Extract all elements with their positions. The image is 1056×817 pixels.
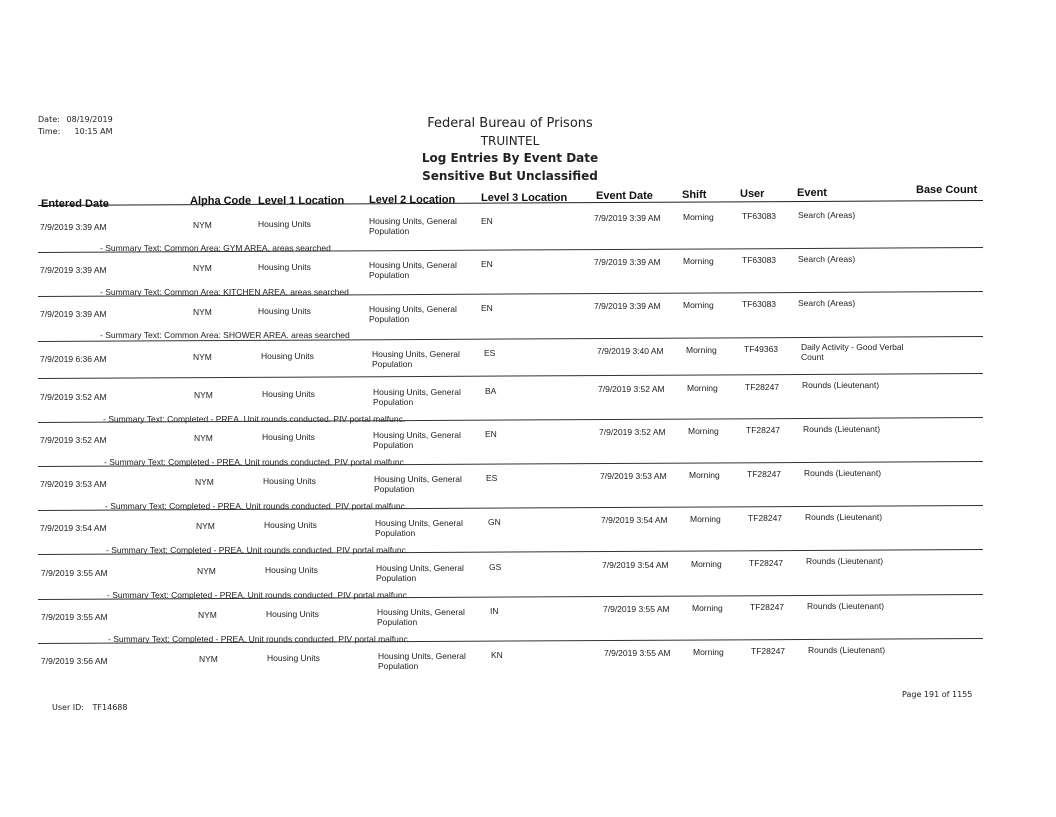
shift: Morning	[692, 603, 723, 613]
entered-date: 7/9/2019 3:53 AM	[40, 479, 107, 489]
shift: Morning	[686, 345, 717, 355]
user-id: TF28247	[750, 602, 785, 612]
summary-label: - Summary Text:	[105, 501, 167, 511]
summary-value: Completed - PREA. Unit rounds conducted. PIV portal malfunc.	[167, 414, 406, 424]
system-title: TRUINTEL	[480, 134, 540, 148]
event-date: 7/9/2019 3:39 AM	[594, 301, 661, 311]
entered-date: 7/9/2019 3:55 AM	[41, 568, 108, 578]
col-header-level1-location: Level 1 Location	[258, 195, 345, 207]
alpha-code: NYM	[193, 263, 212, 273]
alpha-code: NYM	[198, 610, 217, 620]
summary-value: Common Area: SHOWER AREA. areas searched	[164, 330, 350, 340]
entered-date: 7/9/2019 3:39 AM	[40, 265, 107, 275]
level1-location: Housing Units	[261, 351, 314, 361]
shift: Morning	[689, 470, 720, 480]
level2-location: Housing Units, General Population	[369, 216, 457, 236]
shift: Morning	[683, 256, 714, 266]
alpha-code: NYM	[194, 390, 213, 400]
entered-date: 7/9/2019 3:39 AM	[40, 309, 107, 319]
entered-date: 7/9/2019 3:52 AM	[40, 392, 107, 402]
level2-location: Housing Units, General Population	[375, 518, 463, 538]
event-type: Rounds (Lieutenant)	[803, 424, 881, 434]
event-type: Rounds (Lieutenant)	[806, 556, 884, 566]
level2-location: Housing Units, General Population	[373, 387, 461, 407]
event-date: 7/9/2019 3:52 AM	[599, 427, 666, 437]
level3-location: EN	[485, 429, 497, 439]
footer-user-id	[52, 703, 127, 712]
log-entry-row	[0, 640, 1000, 700]
user-id-label: User ID:	[52, 703, 84, 712]
level1-location: Housing Units	[262, 389, 315, 399]
user-id: TF63083	[742, 255, 777, 265]
report-title: Log Entries By Event Date	[421, 151, 599, 165]
level2-location: Housing Units, General Population	[369, 260, 457, 280]
user-id: TF28247	[747, 469, 782, 479]
event-date: 7/9/2019 3:40 AM	[597, 346, 664, 356]
date-label: Date:	[38, 115, 60, 124]
col-header-event: Event	[797, 187, 827, 199]
alpha-code: NYM	[197, 566, 216, 576]
entered-date: 7/9/2019 6:36 AM	[40, 354, 107, 364]
shift: Morning	[688, 426, 719, 436]
summary-value: Completed - PREA. Unit rounds conducted. PIV portal malfunc.	[171, 590, 410, 600]
level2-location: Housing Units, General Population	[374, 474, 462, 494]
level3-location: ES	[486, 473, 498, 483]
col-header-alpha-code: Alpha Code	[190, 195, 252, 207]
col-header-shift: Shift	[682, 189, 707, 201]
event-type: Rounds (Lieutenant)	[808, 645, 886, 655]
event-date: 7/9/2019 3:54 AM	[602, 560, 669, 570]
level3-location: GS	[489, 562, 502, 572]
level2-location: Housing Units, General Population	[369, 304, 457, 324]
level3-location: EN	[481, 216, 493, 226]
col-header-user: User	[740, 188, 765, 200]
event-type: Rounds (Lieutenant)	[804, 468, 882, 478]
entered-date: 7/9/2019 3:56 AM	[41, 656, 108, 666]
level3-location: BA	[485, 386, 497, 396]
level2-location: Housing Units, General Population	[378, 651, 466, 671]
event-type: Rounds (Lieutenant)	[807, 601, 885, 611]
shift: Morning	[683, 300, 714, 310]
level1-location: Housing Units	[265, 565, 318, 575]
level1-location: Housing Units	[263, 476, 316, 486]
user-id: TF28247	[745, 382, 780, 392]
event-type: Search (Areas)	[798, 254, 856, 264]
event-date: 7/9/2019 3:54 AM	[601, 515, 668, 525]
event-date: 7/9/2019 3:53 AM	[600, 471, 667, 481]
summary-value: Completed - PREA. Unit rounds conducted. PIV portal malfunc.	[168, 457, 407, 467]
classification-title: Sensitive But Unclassified	[422, 169, 598, 183]
entered-date: 7/9/2019 3:39 AM	[40, 222, 107, 232]
user-id: TF28247	[749, 558, 784, 568]
alpha-code: NYM	[194, 433, 213, 443]
alpha-code: NYM	[193, 352, 212, 362]
level1-location: Housing Units	[264, 520, 317, 530]
col-header-level3-location: Level 3 Location	[481, 192, 568, 204]
col-header-entered-date: Entered Date	[41, 198, 109, 210]
user-id-value: TF14688	[92, 703, 128, 712]
event-type: Search (Areas)	[798, 210, 856, 220]
event-date: 7/9/2019 3:55 AM	[603, 604, 670, 614]
page-number: Page 191 of 1155	[902, 690, 973, 699]
user-id: TF49363	[744, 344, 779, 354]
level3-location: EN	[481, 259, 493, 269]
shift: Morning	[691, 559, 722, 569]
col-header-base-count: Base Count	[916, 184, 978, 196]
time-label: Time:	[38, 127, 61, 136]
summary-label: - Summary Text:	[106, 545, 168, 555]
summary-value: Completed - PREA. Unit rounds conducted. PIV portal malfunc.	[170, 545, 409, 555]
summary-value: Common Area: KITCHEN AREA. areas searched	[164, 287, 349, 297]
user-id: TF28247	[748, 513, 783, 523]
level3-location: ES	[484, 348, 496, 358]
summary-label: - Summary Text:	[100, 287, 162, 297]
summary-label: - Summary Text:	[108, 634, 170, 644]
summary-label: - Summary Text:	[100, 330, 162, 340]
level2-location: Housing Units, General Population	[377, 607, 465, 627]
date-value: 08/19/2019	[66, 115, 113, 124]
shift: Morning	[683, 212, 714, 222]
summary-value: Completed - PREA. Unit rounds conducted. PIV portal malfunc.	[172, 634, 411, 644]
summary-value: Completed - PREA. Unit rounds conducted. PIV portal malfunc.	[169, 501, 408, 511]
summary-value: Common Area: GYM AREA. areas searched	[164, 243, 331, 253]
user-id: TF28247	[751, 646, 786, 656]
shift: Morning	[690, 514, 721, 524]
user-id: TF28247	[746, 425, 781, 435]
summary-label: - Summary Text:	[104, 457, 166, 467]
level1-location: Housing Units	[266, 609, 319, 619]
level2-location: Housing Units, General Population	[372, 349, 460, 369]
alpha-code: NYM	[196, 521, 215, 531]
level3-location: IN	[490, 606, 499, 616]
alpha-code: NYM	[199, 654, 218, 664]
alpha-code: NYM	[193, 307, 212, 317]
alpha-code: NYM	[195, 477, 214, 487]
level1-location: Housing Units	[267, 653, 320, 663]
user-id: TF63083	[742, 211, 777, 221]
entered-date: 7/9/2019 3:55 AM	[41, 612, 108, 622]
shift: Morning	[693, 647, 724, 657]
summary-label: - Summary Text:	[100, 243, 162, 253]
shift: Morning	[687, 383, 718, 393]
event-type: Daily Activity - Good Verbal Count	[801, 342, 904, 362]
event-type: Search (Areas)	[798, 298, 856, 308]
entered-date: 7/9/2019 3:54 AM	[40, 523, 107, 533]
level3-location: KN	[491, 650, 503, 660]
agency-title: Federal Bureau of Prisons	[427, 116, 593, 131]
col-header-event-date: Event Date	[596, 190, 653, 202]
level1-location: Housing Units	[258, 306, 311, 316]
level1-location: Housing Units	[258, 219, 311, 229]
alpha-code: NYM	[193, 220, 212, 230]
level3-location: GN	[488, 517, 501, 527]
level2-location: Housing Units, General Population	[373, 430, 461, 450]
user-id: TF63083	[742, 299, 777, 309]
level2-location: Housing Units, General Population	[376, 563, 464, 583]
col-header-level2-location: Level 2 Location	[369, 194, 456, 206]
event-date: 7/9/2019 3:52 AM	[598, 384, 665, 394]
event-date: 7/9/2019 3:39 AM	[594, 257, 661, 267]
entered-date: 7/9/2019 3:52 AM	[40, 435, 107, 445]
level1-location: Housing Units	[258, 262, 311, 272]
level1-location: Housing Units	[262, 432, 315, 442]
event-type: Rounds (Lieutenant)	[802, 380, 880, 390]
level3-location: EN	[481, 303, 493, 313]
event-type: Rounds (Lieutenant)	[805, 512, 883, 522]
time-value: 10:15 AM	[74, 127, 113, 136]
event-date: 7/9/2019 3:39 AM	[594, 213, 661, 223]
summary-label: - Summary Text:	[103, 414, 165, 424]
summary-label: - Summary Text:	[107, 590, 169, 600]
event-date: 7/9/2019 3:55 AM	[604, 648, 671, 658]
